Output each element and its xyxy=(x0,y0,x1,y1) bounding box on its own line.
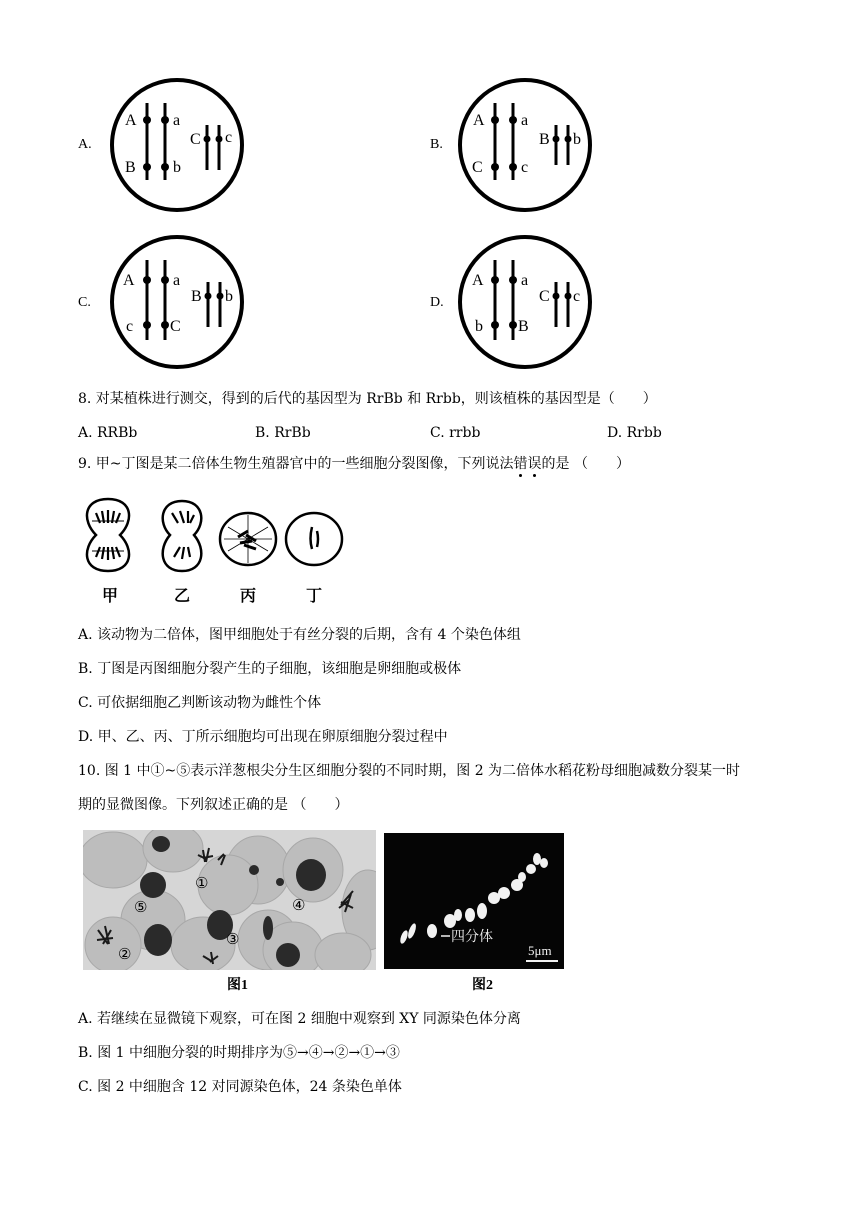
gene-label: A xyxy=(123,272,135,289)
fig1-marker-2: ② xyxy=(118,947,132,963)
gene-label: a xyxy=(173,272,181,289)
gene-label: A xyxy=(125,112,137,129)
q8-option-b[interactable]: B. RrBb xyxy=(255,425,311,441)
q9-option-a[interactable]: A. 该动物为二倍体，图甲细胞处于有丝分裂的后期，含有 4 个染色体组 xyxy=(78,627,521,643)
q7-option-d-diagram xyxy=(455,232,595,372)
cell-yi-illustration xyxy=(163,501,202,571)
q10-option-c[interactable]: C. 图 2 中细胞含 12 对同源染色体，24 条染色单体 xyxy=(78,1079,402,1095)
gene-label: C xyxy=(170,318,181,335)
q7-option-b-diagram xyxy=(455,75,595,215)
cell-jia-illustration xyxy=(87,499,129,571)
cell-bing-illustration xyxy=(220,513,276,565)
q7-option-b-letter: B. xyxy=(430,137,443,152)
gene-label: C xyxy=(539,288,550,305)
cell-ding-illustration xyxy=(286,513,342,565)
fig2-scale-label: 5μm xyxy=(528,943,552,958)
gene-label: B xyxy=(518,318,529,335)
q7-option-d-letter: D. xyxy=(430,295,444,310)
gene-label: C xyxy=(472,159,483,176)
gene-label: b xyxy=(173,159,181,176)
cell-label-ding: 丁 xyxy=(306,588,323,605)
gene-label: B xyxy=(539,131,550,148)
gene-label: c xyxy=(573,288,581,305)
q9-stem xyxy=(78,455,630,473)
q9-stem-text: 9. 甲~丁图是某二倍体生物生殖器官中的一些细胞分裂图像，下列说法 xyxy=(78,456,514,472)
q7-option-a-diagram xyxy=(107,75,247,215)
gene-label: a xyxy=(521,272,529,289)
q7-option-a-letter: A. xyxy=(78,137,92,152)
fig1-caption: 图1 xyxy=(227,978,248,993)
q8-option-c[interactable]: C. rrbb xyxy=(430,425,481,441)
fig1-marker-3: ③ xyxy=(226,932,240,948)
fig1-marker-1: ① xyxy=(195,876,209,892)
gene-label: b xyxy=(475,318,483,335)
gene-label: c xyxy=(225,129,233,146)
fig1-micrograph xyxy=(83,830,376,970)
q9-cell-figure xyxy=(78,493,348,608)
fig2-micrograph xyxy=(384,833,564,969)
cell-label-jia: 甲 xyxy=(102,588,119,605)
q9-option-c[interactable]: C. 可依据细胞乙判断该动物为雌性个体 xyxy=(78,695,322,711)
cell-label-bing: 丙 xyxy=(240,588,257,605)
q10-option-a[interactable]: A. 若继续在显微镜下观察，可在图 2 细胞中观察到 XY 同源染色体分离 xyxy=(78,1011,521,1027)
q8-option-a[interactable]: A. RRBb xyxy=(78,425,138,441)
q8-stem: 8. 对某植株进行测交，得到的后代的基因型为 RrBb 和 Rrbb，则该植株的基因型是（ ） xyxy=(78,391,657,407)
fig2-caption: 图2 xyxy=(472,978,493,993)
gene-label: a xyxy=(521,112,529,129)
gene-label: b xyxy=(573,131,581,148)
gene-label: A xyxy=(472,272,484,289)
gene-label: A xyxy=(473,112,485,129)
gene-label: B xyxy=(125,159,136,176)
q7-option-c-letter: C. xyxy=(78,295,91,310)
q7-option-c-diagram xyxy=(107,232,247,372)
emphasis-char: 错 xyxy=(513,456,528,472)
cell-label-yi: 乙 xyxy=(174,588,191,605)
gene-label: B xyxy=(191,288,202,305)
q9-stem-tail: 的是 （ ） xyxy=(541,456,630,472)
q8-option-d[interactable]: D. Rrbb xyxy=(607,425,662,441)
gene-label: b xyxy=(225,288,233,305)
q9-option-d[interactable]: D. 甲、乙、丙、丁所示细胞均可出现在卵原细胞分裂过程中 xyxy=(78,729,448,745)
gene-label: c xyxy=(126,318,134,335)
q9-option-b[interactable]: B. 丁图是丙图细胞分裂产生的子细胞，该细胞是卵细胞或极体 xyxy=(78,661,462,677)
gene-label: C xyxy=(190,131,201,148)
emphasis-char: 误 xyxy=(527,456,542,472)
q10-stem-line1: 10. 图 1 中①~⑤表示洋葱根尖分生区细胞分裂的不同时期，图 2 为二倍体水稻花粉母细胞减数分裂某一时 xyxy=(78,763,741,779)
fig1-marker-4: ④ xyxy=(292,898,306,914)
gene-label: c xyxy=(521,159,529,176)
gene-label: a xyxy=(173,112,181,129)
q10-stem-line2: 期的显微图像。下列叙述正确的是 （ ） xyxy=(78,797,349,813)
fig1-marker-5: ⑤ xyxy=(134,900,148,916)
fig2-tetrad-label: 四分体 xyxy=(451,930,493,945)
q10-option-b[interactable]: B. 图 1 中细胞分裂的时期排序为⑤→④→②→①→③ xyxy=(78,1045,400,1061)
